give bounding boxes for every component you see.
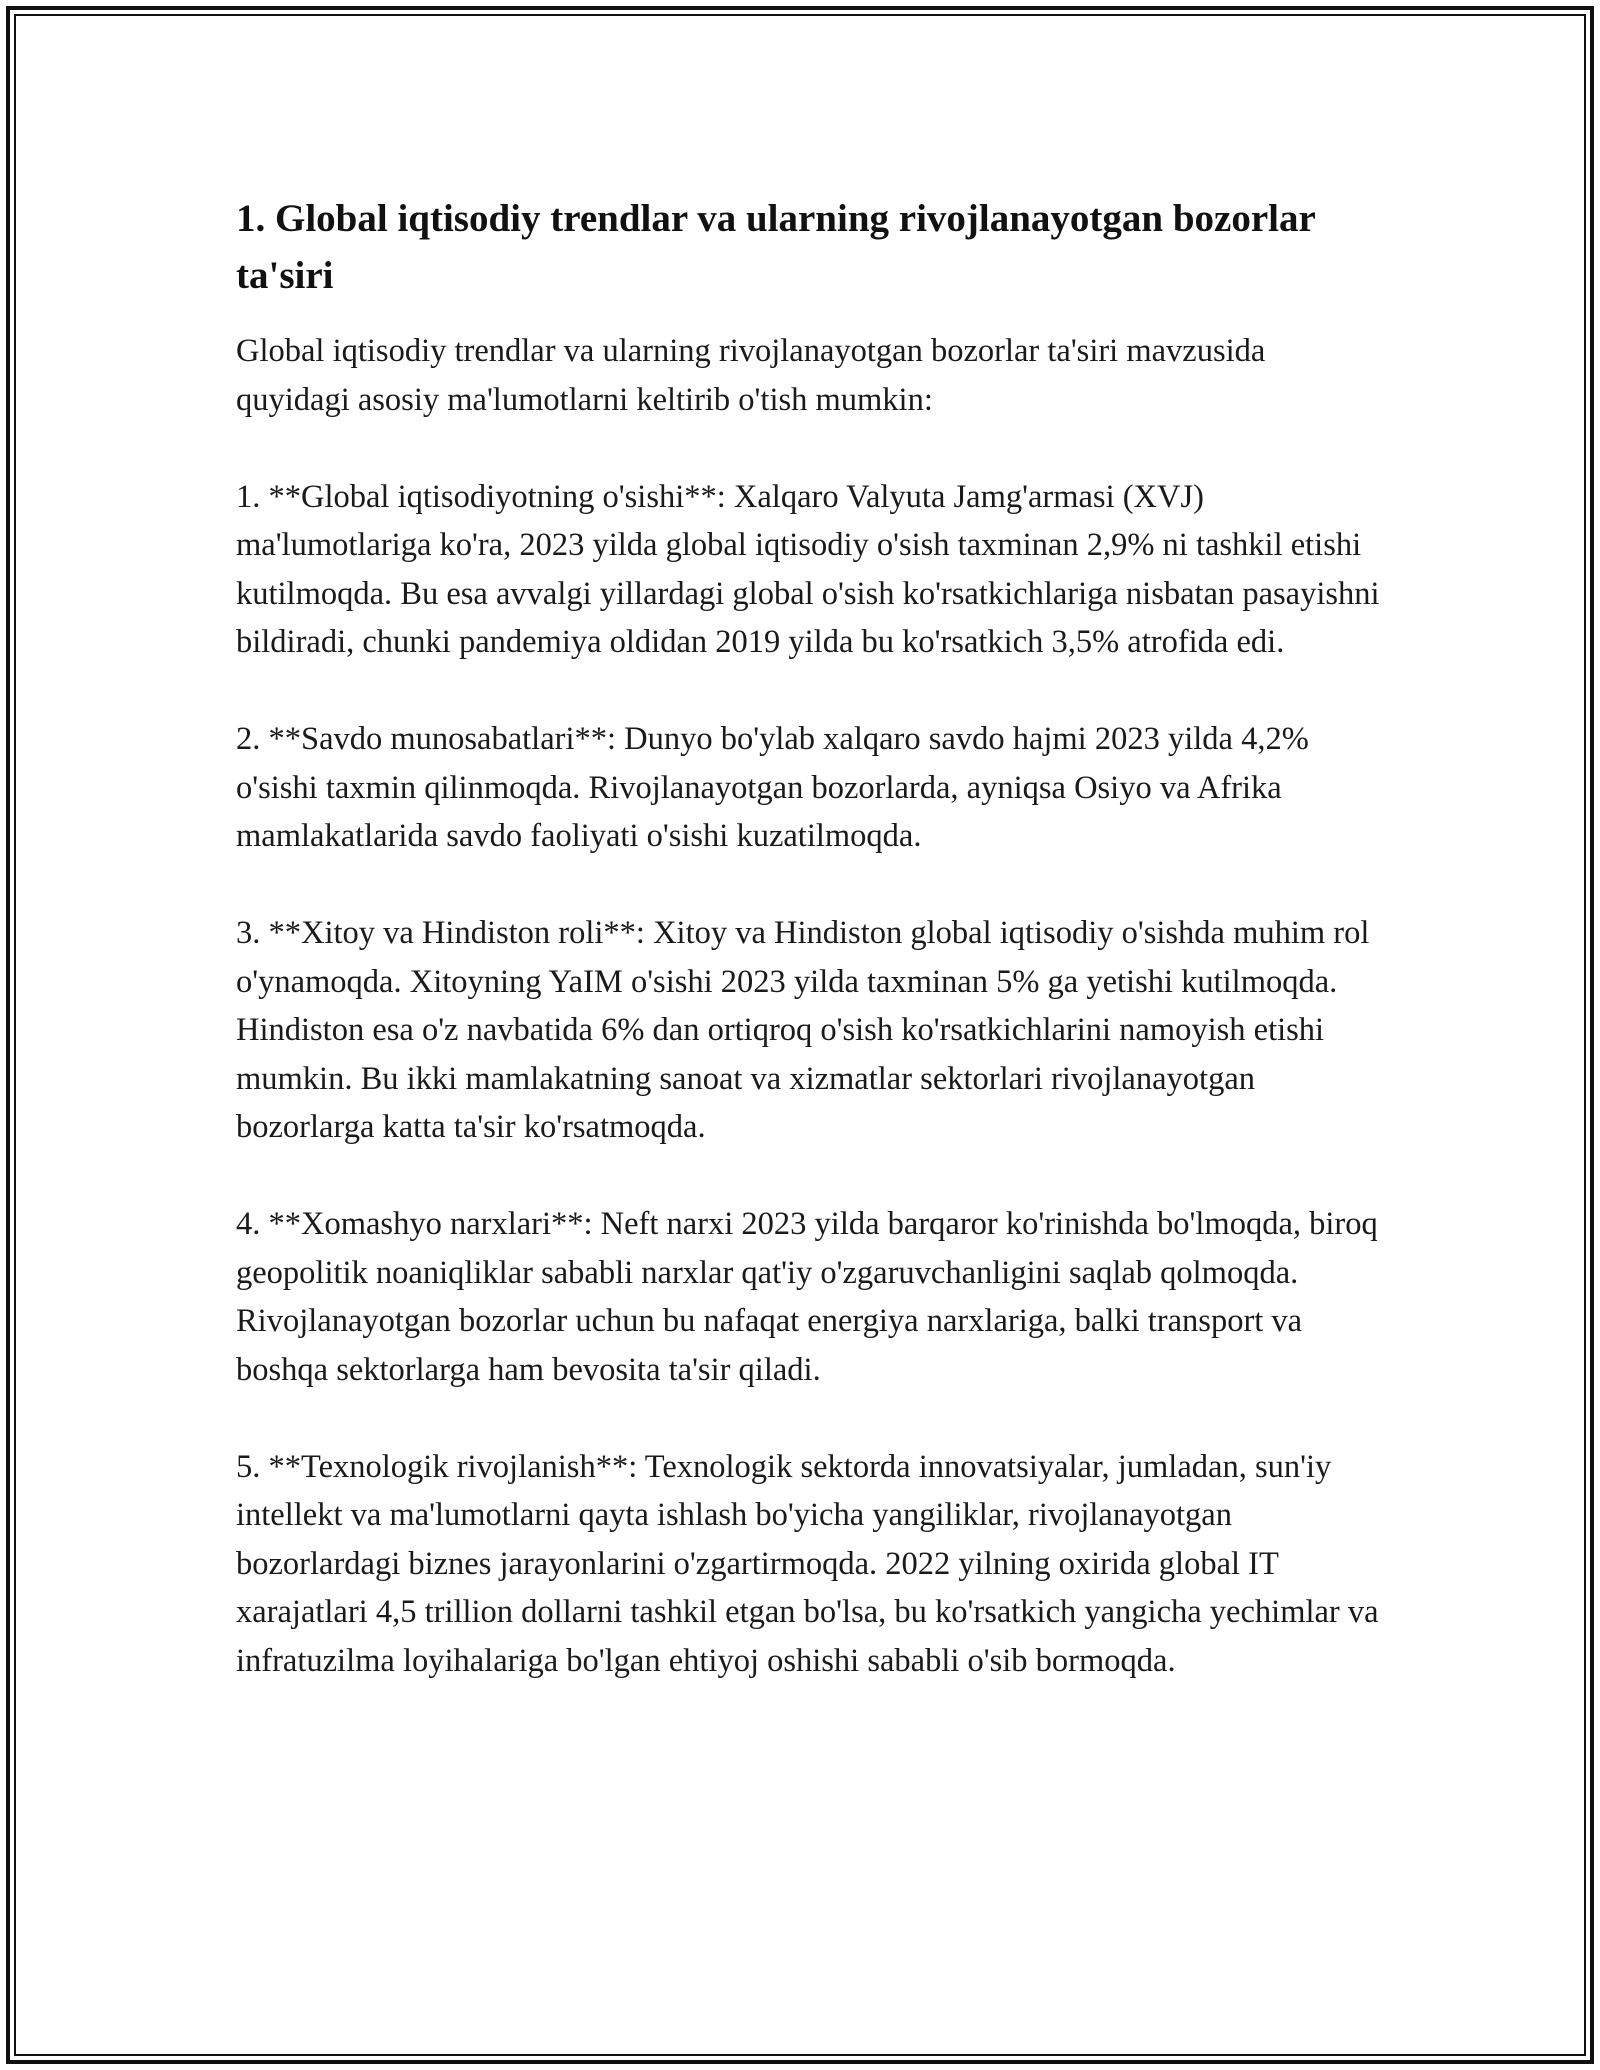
list-item-trade-relations: 2. **Savdo munosabatlari**: Dunyo bo'ylab xalqaro savdo hajmi 2023 yilda 4,2% o'sishi taxmin qilinmoqda. Rivojlanayotgan bozorlarda, ayniqsa Osiyo va Afrika mamlakatlarida savdo faoliyati o'sishi kuzatilmoqda.	[236, 721, 1309, 854]
list-item-tech-development: 5. **Texnologik rivojlanish**: Texnologik sektorda innovatsiyalar, jumladan, sun'iy intellekt va ma'lumotlarni qayta ishlash bo'yicha yangiliklar, rivojlanayotgan bozorlardagi biznes jarayonlarini o'zgartirmoqda. 2022 yilning oxirida global IT xarajatlari 4,5 trillion dollarni tashkil etgan bo'lsa, bu ko'rsatkich yangicha yechimlar va infratuzilma loyihalariga bo'lgan ehtiyoj oshishi sababli o'sib bormoqda.	[236, 1448, 1379, 1679]
section-title: 1. Global iqtisodiy trendlar va ularning rivojlanayotgan bozorlar ta'siri	[236, 197, 1316, 297]
intro-paragraph: Global iqtisodiy trendlar va ularning rivojlanayotgan bozorlar ta'siri mavzusida quyidagi asosiy ma'lumotlarni keltirib o'tish mumkin:	[236, 333, 1266, 418]
document-body	[236, 190, 1386, 1685]
list-item-china-india-role: 3. **Xitoy va Hindiston roli**: Xitoy va Hindiston global iqtisodiy o'sishda muhim rol o'ynamoqda. Xitoyning YaIM o'sishi 2023 yilda taxminan 5% ga yetishi kutilmoqda. Hindiston esa o'z navbatida 6% dan ortiqroq o'sish ko'rsatkichlarini namoyish etishi mumkin. Bu ikki mamlakatning sanoat va xizmatlar sektorlari rivojlanayotgan bozorlarga katta ta'sir ko'rsatmoqda.	[236, 915, 1370, 1145]
list-item-global-growth: 1. **Global iqtisodiyotning o'sishi**: Xalqaro Valyuta Jamg'armasi (XVJ) ma'lumotlariga ko'ra, 2023 yilda global iqtisodiy o'sish taxminan 2,9% ni tashkil etishi kutilmoqda. Bu esa avvalgi yillardagi global o'sish ko'rsatkichlariga nisbatan pasayishni bildiradi, chunki pandemiya oldidan 2019 yilda bu ko'rsatkich 3,5% atrofida edi.	[236, 478, 1380, 660]
list-item-commodity-prices: 4. **Xomashyo narxlari**: Neft narxi 2023 yilda barqaror ko'rinishda bo'lmoqda, biroq geopolitik noaniqliklar sababli narxlar qat'iy o'zgaruvchanligini saqlab qolmoqda. Rivojlanayotgan bozorlar uchun bu nafaqat energiya narxlariga, balki transport va boshqa sektorlarga ham bevosita ta'sir qiladi.	[236, 1206, 1378, 1388]
